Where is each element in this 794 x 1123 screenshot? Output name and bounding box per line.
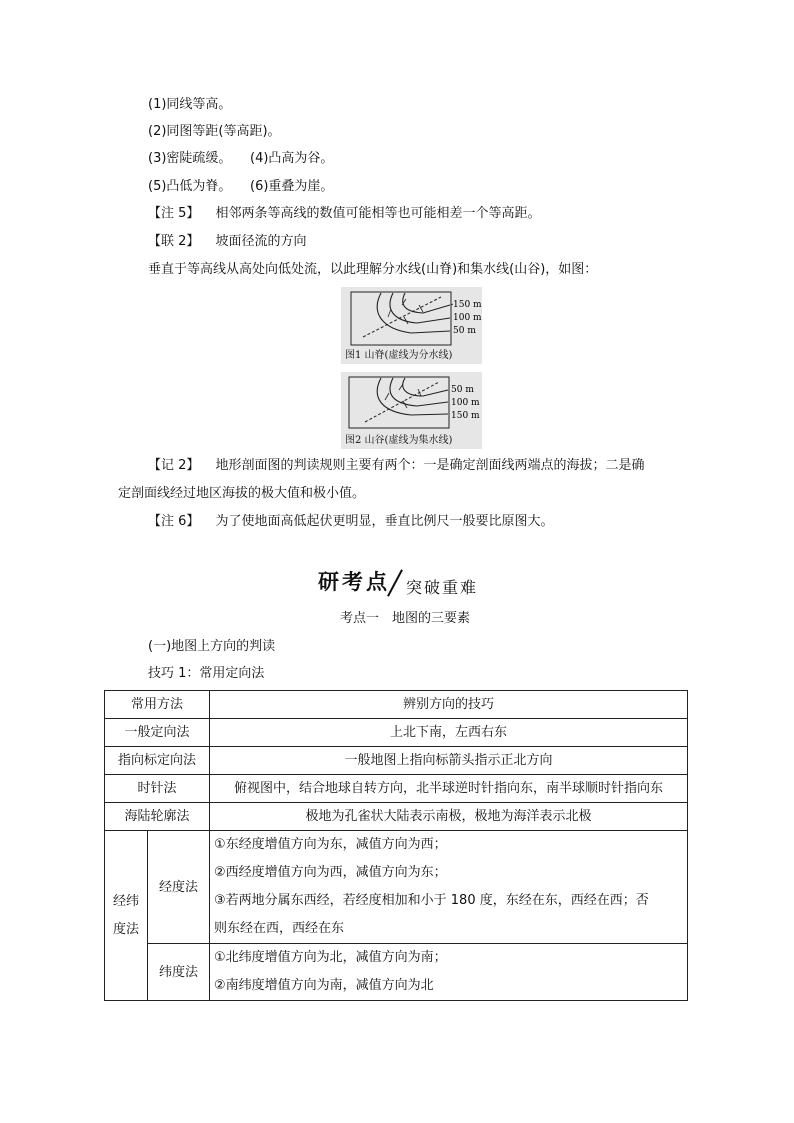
figure-valley [341, 372, 482, 449]
note-2 [148, 457, 645, 475]
method-tip-multiline [210, 831, 688, 944]
method-tip: 上北下南，左西右东 [210, 719, 688, 747]
table-row [105, 803, 688, 831]
table-row [105, 775, 688, 803]
method-name: 指向标定向法 [105, 747, 210, 775]
method-name: 时针法 [105, 775, 210, 803]
note-text: 为了使地面高低起伏更明显，垂直比例尺一般要比原图大。 [215, 514, 554, 529]
table-row [105, 944, 688, 1001]
tip-title: 技巧 1：常用定向法 [148, 666, 265, 681]
group-label [105, 831, 148, 1001]
list-item: (4)凸高为谷。 [250, 151, 334, 166]
point-title: 考点一 地图的三要素 [340, 611, 471, 626]
group-label-line: 经纬 [112, 893, 139, 909]
table-header-row [105, 691, 688, 719]
contour-label: 100 m [453, 313, 482, 323]
list-item: (3)密陡疏缓。 [148, 151, 232, 166]
note-tag: 【注 6】 [148, 514, 200, 529]
list-item: (6)重叠为崖。 [250, 179, 334, 194]
note-5 [148, 205, 541, 223]
note-text: 地形剖面图的判读规则主要有两个：一是确定剖面线两端点的海拔；二是确 [215, 458, 645, 473]
note-tag: 【记 2】 [148, 458, 200, 473]
contour-label: 150 m [453, 300, 482, 310]
figure-caption: 图1 山脊(虚线为分水线) [345, 350, 453, 361]
table-header-cell: 常用方法 [105, 691, 210, 719]
note-tag: 【注 5】 [148, 206, 200, 221]
method-tip: 极地为孔雀状大陆表示南极，极地为海洋表示北极 [210, 803, 688, 831]
method-name: 经度法 [148, 831, 210, 944]
method-name: 纬度法 [148, 944, 210, 1001]
method-tip: 一般地图上指向标箭头指示正北方向 [210, 747, 688, 775]
contour-label: 50 m [451, 385, 474, 395]
subsection-title: (一)地图上方向的判读 [148, 639, 276, 654]
tip-line: ③若两地分属东西经，若经度相加和小于 180 度，东经在东，西经在西；否 [214, 893, 649, 908]
list-item: (2)同图等距(等高距)。 [148, 124, 281, 139]
list-item: (5)凸低为脊。 [148, 179, 232, 194]
table-row [105, 747, 688, 775]
tip-line: ①东经度增值方向为东，减值方向为西； [214, 837, 447, 852]
direction-methods-table [104, 690, 688, 1001]
figure-ridge [341, 287, 482, 364]
note-text: 相邻两条等高线的数值可能相等也可能相差一个等高距。 [215, 206, 541, 221]
method-tip: 俯视图中，结合地球自转方向，北半球逆时针指向东，南半球顺时针指向东 [210, 775, 688, 803]
section-heading-sub: 突破重难 [406, 578, 479, 597]
contour-label: 100 m [451, 398, 480, 408]
contour-label: 50 m [453, 326, 476, 336]
note-6 [148, 513, 554, 531]
tip-line: ②南纬度增值方向为南，减值方向为北 [214, 978, 434, 993]
table-row [105, 719, 688, 747]
method-name: 一般定向法 [105, 719, 210, 747]
method-name: 海陆轮廓法 [105, 803, 210, 831]
section-heading-main: 研考点 [318, 570, 390, 594]
link-text: 坡面径流的方向 [215, 234, 307, 249]
figure-caption: 图2 山谷(虚线为集水线) [345, 435, 453, 446]
link-2 [148, 233, 307, 251]
link-tag: 【联 2】 [148, 234, 200, 249]
note-2-continuation: 定剖面线经过地区海拔的极大值和极小值。 [118, 486, 366, 501]
contour-label: 150 m [451, 411, 480, 421]
table-row [105, 831, 688, 944]
paragraph: 垂直于等高线从高处向低处流，以此理解分水线(山脊)和集水线(山谷)，如图： [148, 262, 598, 277]
tip-line: ②西经度增值方向为西，减值方向为东； [214, 865, 447, 880]
group-label-line: 度法 [112, 921, 139, 937]
list-item: (1)同线等高。 [148, 97, 232, 112]
tip-line: ①北纬度增值方向为北，减值方向为南； [214, 950, 447, 965]
method-tip-multiline [210, 944, 688, 1001]
table-header-cell: 辨别方向的技巧 [210, 691, 688, 719]
tip-line: 则东经在西，西经在东 [214, 921, 345, 936]
